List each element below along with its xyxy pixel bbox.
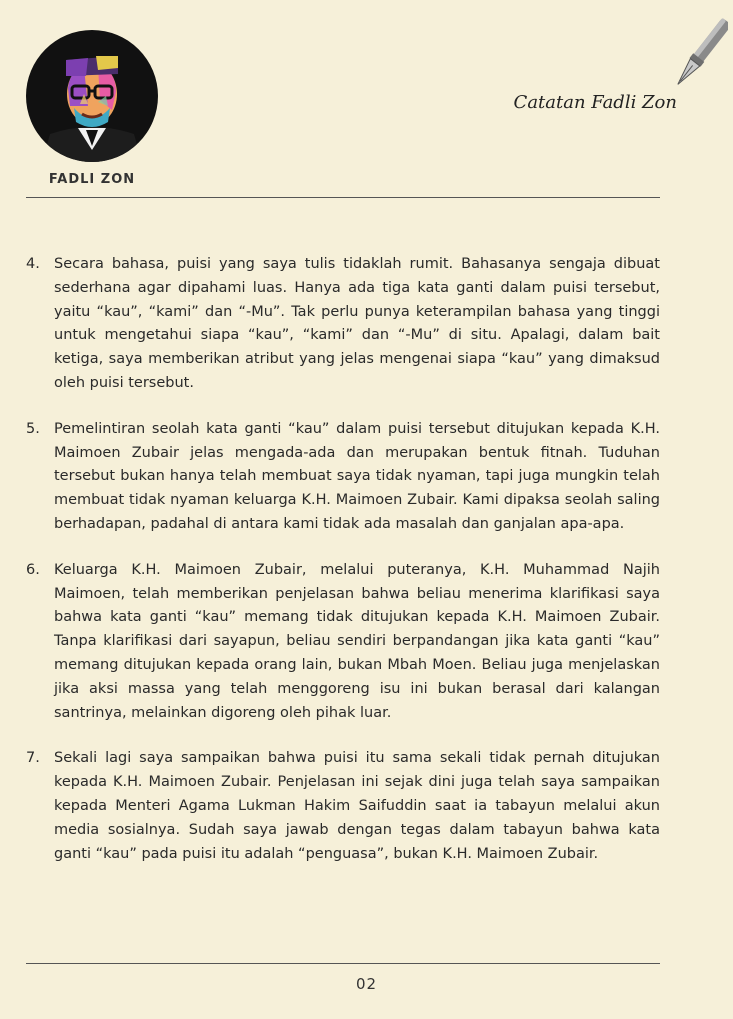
list-item-text: Sekali lagi saya sampaikan bahwa puisi itu sama sekali tidak pernah ditujukan kepada K.H. Maimoen Zubair. Penjelasan ini sejak dini juga telah saya sampaikan kepada Menteri Agama Lukman Hakim Saifuddin saat ia tabayun melalui akun media sosialnya. Sudah saya jawab dengan tegas dalam tabayun bahwa kata ganti “kau” pada puisi itu adalah “penguasa”, bukan K.H. Maimoen Zubair. bbox=[54, 750, 660, 862]
list-item-number: 7. bbox=[26, 750, 40, 767]
signature: Catatan Fadli Zon bbox=[513, 92, 677, 113]
list-item bbox=[26, 418, 660, 537]
author-name: FADLI ZON bbox=[48, 172, 136, 187]
list-item bbox=[26, 559, 660, 726]
list-item-number: 5. bbox=[26, 420, 40, 437]
numbered-list bbox=[26, 253, 660, 888]
list-item-text: Keluarga K.H. Maimoen Zubair, melalui puteranya, K.H. Muhammad Najih Maimoen, telah memberikan penjelasan bahwa beliau menerima klarifikasi saya bahwa kata ganti “kau” memang tidak ditujukan kepada K.H. Maimoen Zubair. Tanpa klarifikasi dari sayapun, beliau sendiri berpandangan jika kata ganti “kau” memang ditujukan kepada orang lain, bukan Mbah Moen. Beliau juga menjelaskan jika aksi massa yang telah menggoreng isu ini bukan berasal dari kalangan santrinya, melainkan digoreng oleh pihak luar. bbox=[54, 561, 660, 721]
list-item-number: 4. bbox=[26, 256, 40, 272]
footer-divider bbox=[26, 963, 660, 964]
avatar-portrait-icon bbox=[26, 30, 158, 162]
list-item-text: Secara bahasa, puisi yang saya tulis tidaklah rumit. Bahasanya sengaja dibuat sederhana agar dipahami luas. Hanya ada tiga kata ganti dalam puisi tersebut, yaitu “kau”, “kami” dan “-Mu”. Tak perlu punya keterampilan bahasa yang tinggi untuk mengetahui siapa “kau”, “kami” dan “-Mu” di situ. Apalagi, dalam bait ketiga, saya memberikan atribut yang jelas mengenai siapa “kau” yang dimaksud oleh puisi tersebut. bbox=[54, 256, 660, 391]
avatar bbox=[26, 30, 158, 162]
page-number: 02 bbox=[355, 975, 378, 993]
header-divider bbox=[26, 197, 660, 198]
list-item-text: Pemelintiran seolah kata ganti “kau” dalam puisi tersebut ditujukan kepada K.H. Maimoen Zubair jelas mengada-ada dan merupakan bentuk fitnah. Tuduhan tersebut bukan hanya telah membuat saya tidak nyaman, tapi juga mungkin telah membuat tidak nyaman keluarga K.H. Maimoen Zubair. Kami dipaksa seolah saling berhadapan, padahal di antara kami tidak ada masalah dan ganjalan apa-apa. bbox=[54, 420, 660, 532]
fountain-pen-icon bbox=[672, 18, 728, 94]
list-item-number: 6. bbox=[26, 561, 40, 578]
list-item bbox=[26, 747, 660, 866]
list-item bbox=[26, 253, 660, 396]
